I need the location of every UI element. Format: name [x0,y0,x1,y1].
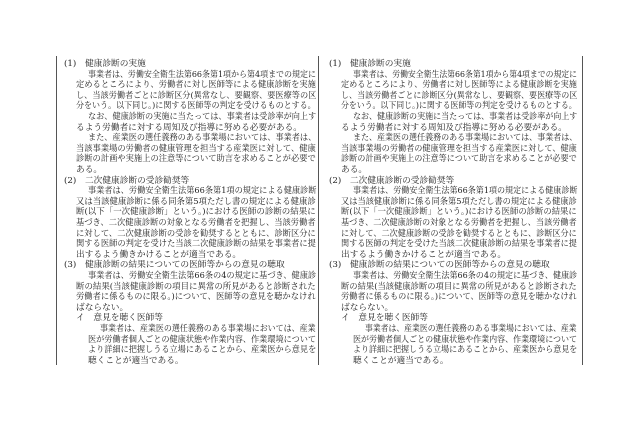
text-line: 労働者に係るものに限る。)について、医師等の意見を聴かなけれ [341,292,577,303]
text-line: 事業者は、労働安全衛生法第66条第1項の規定による健康診断 [353,186,578,197]
left-column-border [56,56,57,365]
section-heading: (2) 二次健康診断の受診勧奨等 [64,175,190,186]
text-line: 又は当該健康診断に係る同条第5項ただし書の規定による健康診 [341,196,577,207]
text-line: 事業者は、労働安全衛生法第66条第1項から第4項までの規定に [88,69,316,80]
text-line: より詳細に把握しうる立場にあることから、産業医から意見を [353,345,578,356]
text-line: より詳細に把握しうる立場にあることから、産業医から意見を [88,345,317,356]
text-line: 定めるところにより、労働者に対し医師等による健康診断を実施 [76,80,316,91]
text-line: 定めるところにより、労働者に対し医師等による健康診断を実施 [341,80,577,91]
section-heading: (1) 健康診断の実施 [329,59,411,69]
text-line: ある。 [341,165,368,175]
text-line: に対して、二次健康診断の受診を勧奨するとともに、診断区分に [76,228,316,239]
text-line: 関する医師の判定を受けた当該二次健康診断の結果を事業者に提 [341,239,577,250]
text-line: 事業者は、労働安全衛生法第66条第1項の規定による健康診断 [88,186,317,197]
text-line: るよう労働者に対する周知及び指導に努める必要がある。 [76,122,302,133]
text-line: なお、健康診断の実施に当たっては、事業者は受診率が向上す [353,112,578,122]
text-line: 基づき、二次健康診断の対象となる労働者を把握し、当該労働者 [76,218,316,228]
text-line: 出するよう働きかけることが適当である。 [76,249,242,260]
text-line: 基づき、二次健康診断の対象となる労働者を把握し、当該労働者 [341,218,577,228]
text-line: 分をいう。以下同じ。)に関する医師等の判定を受けるものとする。 [341,101,577,112]
right-column-left-border [318,56,319,365]
right-column-right-border [582,56,583,365]
text-line: 断の結果(当該健康診断の項目に異常の所見があると診断された [76,281,316,292]
text-line: また、産業医の選任義務のある事業場においては、事業者は、 [353,133,578,144]
text-line: 事業者は、産業医の選任義務のある事業場においては、産業 [365,324,577,334]
section-heading: (2) 二次健康診断の受診勧奨等 [329,175,455,186]
text-line: 断(以下「一次健康診断」という。)における医師の診断の結果に [76,207,316,218]
text-line: 断の結果(当該健康診断の項目に異常の所見があると診断された [341,281,577,292]
text-line: 診断の計画や実施上の注意等について助言を求めることが必要で [341,154,577,165]
text-line: るよう労働者に対する周知及び指導に努める必要がある。 [341,122,567,133]
text-line: イ 意見を聴く医師等 [341,313,428,324]
text-line: 労働者に係るものに限る。)について、医師等の意見を聴かなけれ [76,292,316,303]
text-line: 又は当該健康診断に係る同条第5項ただし書の規定による健康診 [76,196,316,207]
text-line: 事業者は、労働安全衛生法第66条第1項から第4項までの規定に [353,69,577,80]
text-line: し、当該労働者ごとに診断区分(異常なし、要観察、要医療等の区 [341,90,578,101]
text-line: 事業者は、労働安全衛生法第66条の4の規定に基づき、健康診 [353,271,578,281]
text-line: 断(以下「一次健康診断」という。)における医師の診断の結果に [341,207,577,218]
text-line: 出するよう働きかけることが適当である。 [341,249,507,260]
text-line: 当該事業場の労働者の健康管理を担当する産業医に対して、健康 [76,143,316,154]
text-line: に対して、二次健康診断の受診を勧奨するとともに、診断区分に [341,228,577,239]
text-line: なお、健康診断の実施に当たっては、事業者は受診率が向上す [88,112,317,122]
text-line: 事業者は、産業医の選任義務のある事業場においては、産業 [100,324,316,334]
text-line: 関する医師の判定を受けた当該二次健康診断の結果を事業者に提 [76,239,316,250]
text-line: 当該事業場の労働者の健康管理を担当する産業医に対して、健康 [341,143,577,154]
text-line: 医が労働者個人ごとの健康状態や作業内容、作業環境について [88,334,317,345]
text-line: ばならない。 [341,302,394,313]
text-line: 診断の計画や実施上の注意等について助言を求めることが必要で [76,154,316,165]
text-line: イ 意見を聴く医師等 [76,313,163,324]
section-heading: (3) 健康診断の結果についての医師等からの意見の聴取 [329,260,550,271]
text-line: また、産業医の選任義務のある事業場においては、事業者は、 [88,133,317,144]
text-line: ある。 [76,165,103,175]
text-line: 医が労働者個人ごとの健康状態や作業内容、作業環境について [353,334,578,345]
text-line: 事業者は、労働安全衛生法第66条の4の規定に基づき、健康診 [88,271,317,281]
text-line: 聴くことが適当である。 [353,355,449,366]
section-heading: (3) 健康診断の結果についての医師等からの意見の聴取 [64,260,285,271]
text-line: 聴くことが適当である。 [88,355,184,366]
text-line: ばならない。 [76,302,129,313]
section-heading: (1) 健康診断の実施 [64,59,146,69]
text-line: 分をいう。以下同じ。)に関する医師等の判定を受けるものとする。 [76,101,316,112]
text-line: し、当該労働者ごとに診断区分(異常なし、要観察、要医療等の区 [76,90,317,101]
